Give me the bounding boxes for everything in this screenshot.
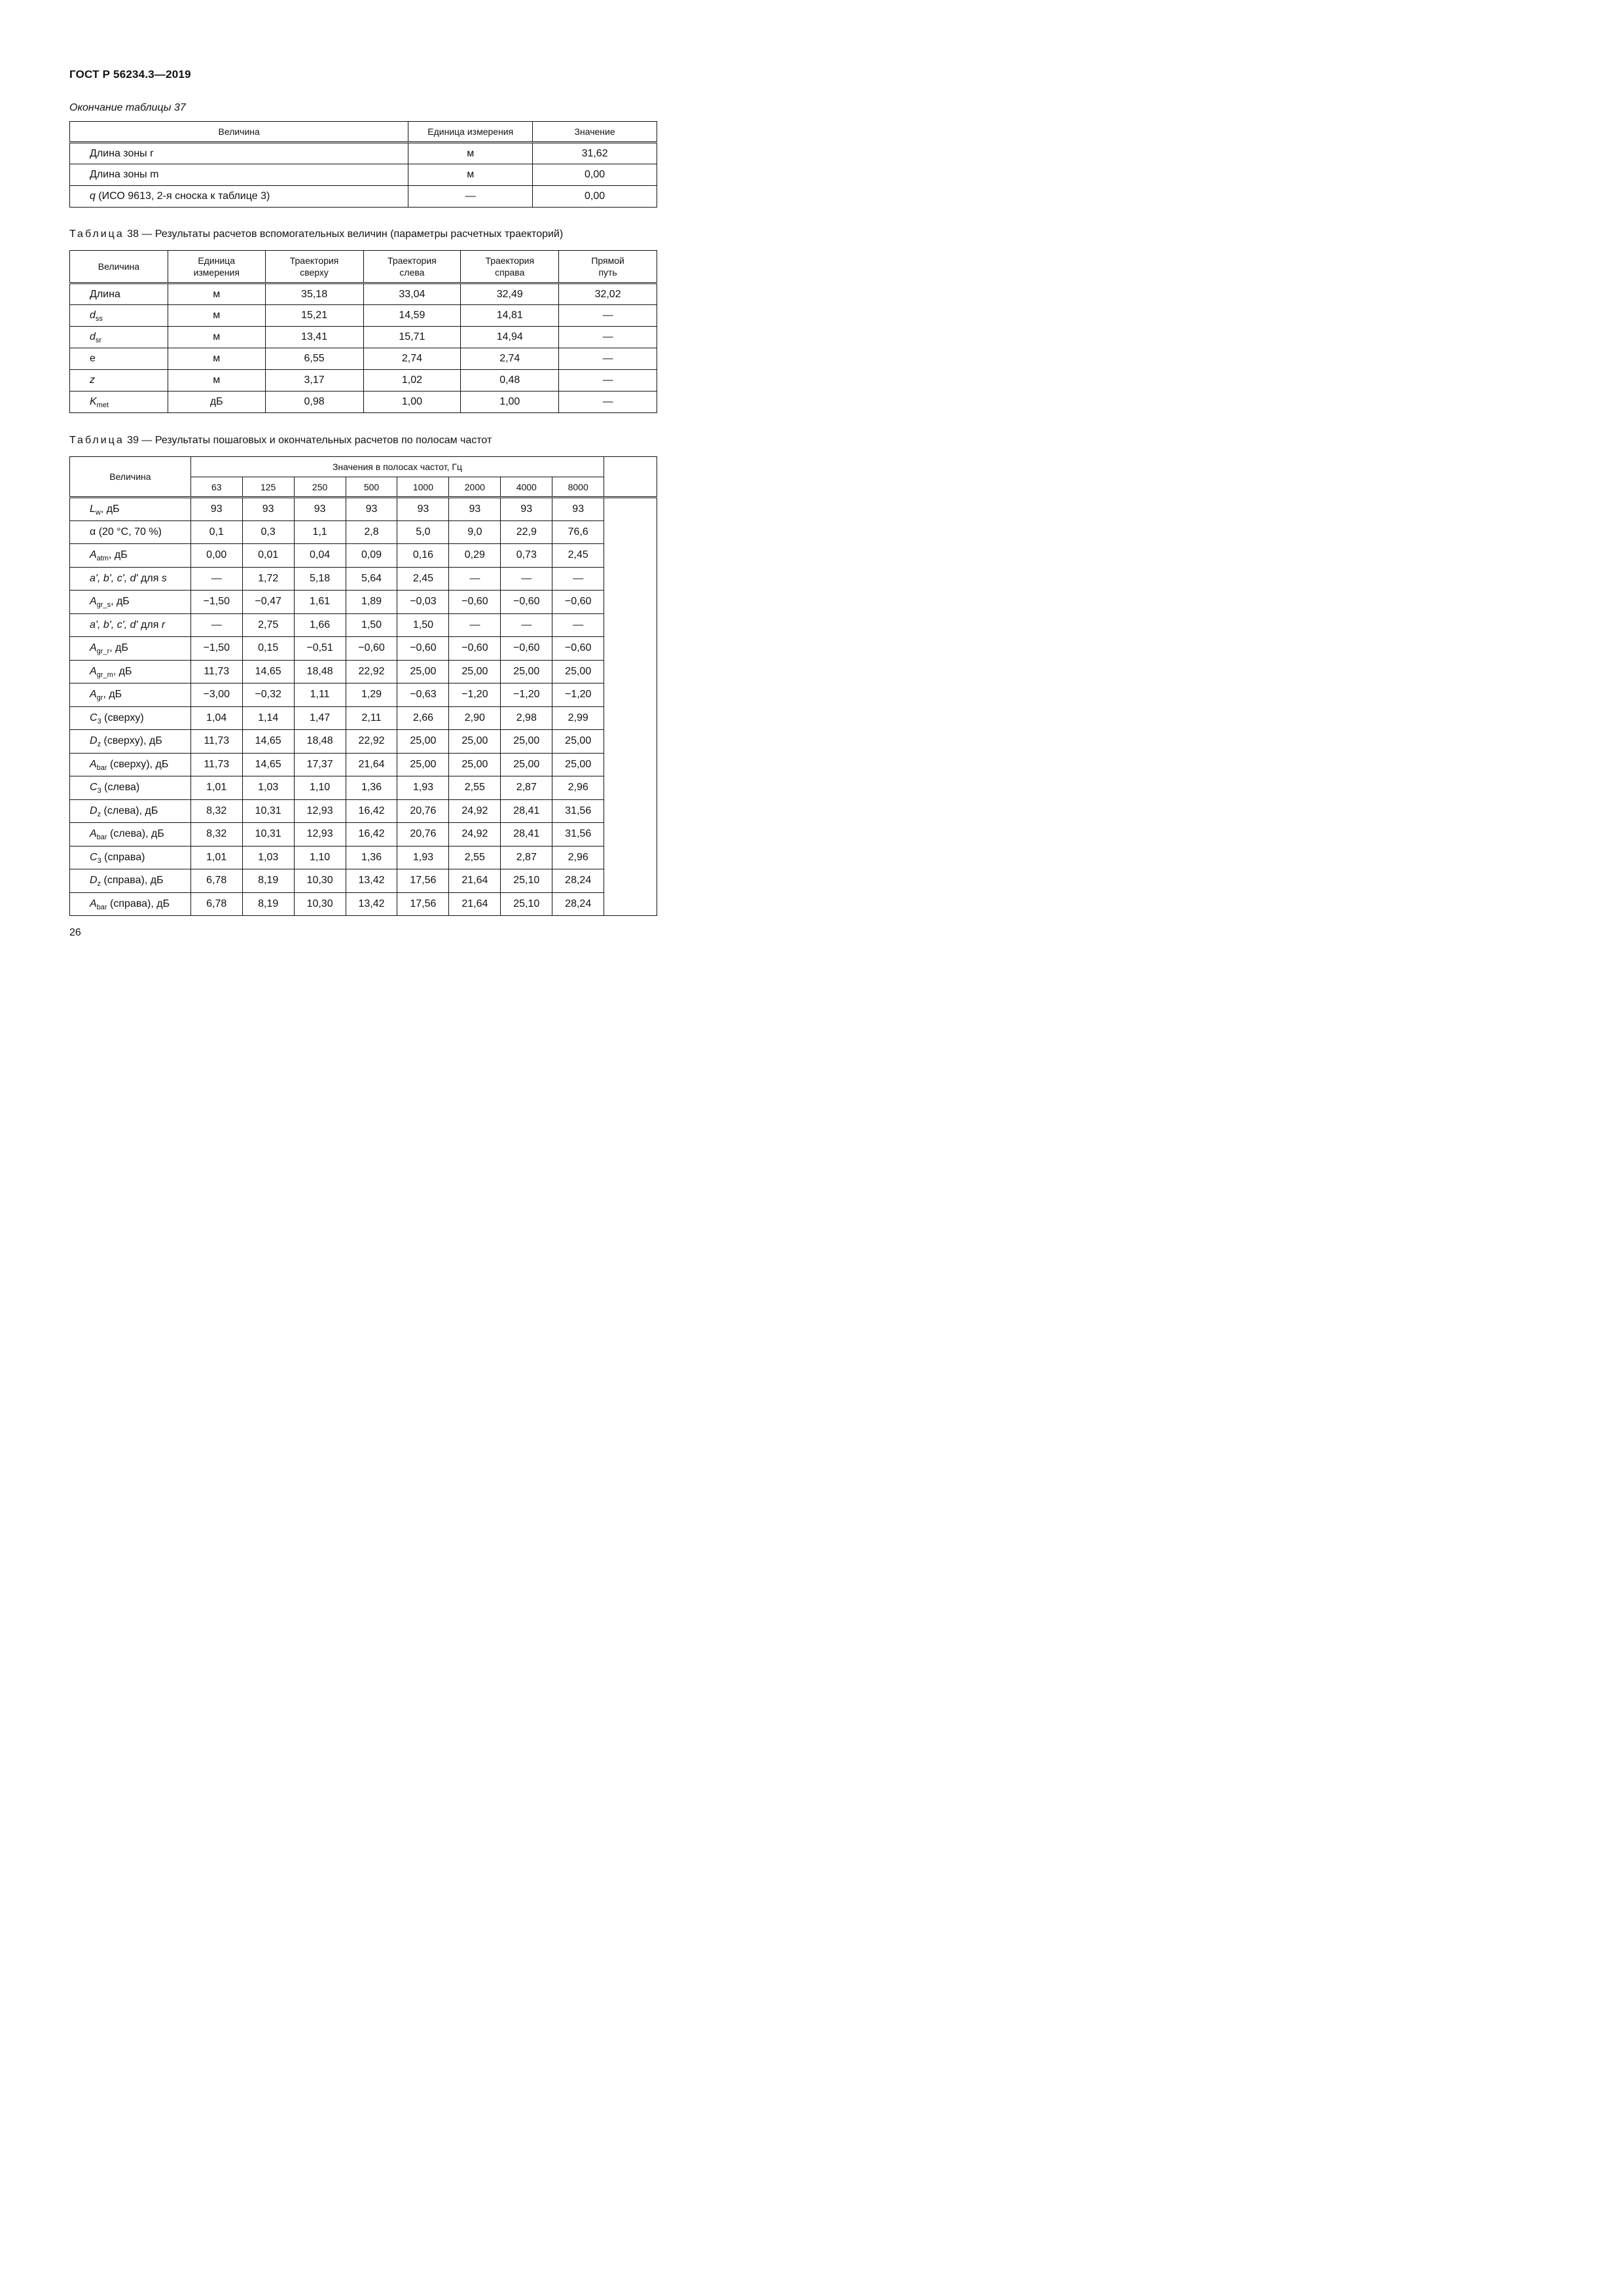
row-name: $A_{gr\_s}$, дБ [70,591,191,614]
row-value: 93 [449,498,501,521]
row-name: $D_z$ (справа), дБ [70,869,191,893]
row-value: 12,93 [294,799,346,823]
row-value: −0,60 [346,637,397,661]
row-value: 1,02 [363,370,461,392]
row-value: 25,00 [397,753,449,776]
row-value: 32,02 [559,283,657,305]
row-name: $A_{gr}$, дБ [70,683,191,707]
row-value: 0,00 [190,544,242,568]
row-value: 9,0 [449,520,501,544]
table-row [70,799,657,823]
row-value: 0,00 [533,164,657,186]
row-name: α (20 °C, 70 %) [70,520,191,544]
header-quantity: Величина [70,457,191,498]
row-value: 16,42 [346,799,397,823]
row-name: Длина [70,283,168,305]
row-value: — [559,348,657,370]
row-value: — [501,567,552,591]
table-row [70,283,657,305]
row-value: 13,42 [346,892,397,916]
row-value: 11,73 [190,753,242,776]
table-header-row [70,251,657,283]
row-value: 1,14 [242,706,294,730]
row-value: 25,10 [501,869,552,893]
empty-column [604,498,657,916]
row-value: −0,60 [501,637,552,661]
table-row [70,753,657,776]
table-row [70,892,657,916]
row-value: 25,00 [501,660,552,683]
row-value: 24,92 [449,799,501,823]
row-value: 25,00 [397,660,449,683]
row-value: 0,48 [461,370,559,392]
row-value: 28,24 [552,892,604,916]
row-value: 11,73 [190,730,242,754]
row-value: 25,00 [449,730,501,754]
row-value: 14,94 [461,327,559,348]
header-frequency: 250 [294,477,346,498]
row-value: 0,01 [242,544,294,568]
row-name: q (ИСО 9613, 2-я сноска к таблице 3) [70,186,408,208]
row-name: a', b', c', d' для s [70,567,191,591]
row-value: 1,93 [397,846,449,869]
row-value: 1,36 [346,846,397,869]
row-name: e [70,348,168,370]
row-unit: м [168,283,265,305]
row-name: $C_3$ (справа) [70,846,191,869]
row-value: 1,93 [397,776,449,800]
page-number: 26 [69,927,81,938]
row-value: 2,87 [501,776,552,800]
row-value: 14,59 [363,305,461,327]
row-value: 93 [242,498,294,521]
row-value: 21,64 [346,753,397,776]
row-value: 12,93 [294,823,346,847]
row-name: $K_{met}$ [70,392,168,413]
row-name: $A_{atm}$, дБ [70,544,191,568]
row-value: — [559,370,657,392]
row-value: 0,16 [397,544,449,568]
row-value: 93 [397,498,449,521]
row-value: 5,18 [294,567,346,591]
row-value: 2,45 [397,567,449,591]
row-name: $L_w$, дБ [70,498,191,521]
row-value: 33,04 [363,283,461,305]
table-37-continuation-caption: Окончание таблицы 37 [69,102,186,113]
row-value: 14,65 [242,753,294,776]
table-row [70,143,657,164]
row-value: 0,15 [242,637,294,661]
row-name: $d_{sr}$ [70,327,168,348]
header-frequency-bands: Значения в полосах частот, Гц [190,457,604,477]
row-value: — [559,305,657,327]
row-value: 11,73 [190,660,242,683]
row-value: 0,00 [533,186,657,208]
row-value: 28,41 [501,799,552,823]
row-value: 32,49 [461,283,559,305]
table-38 [69,250,657,413]
row-value: 2,99 [552,706,604,730]
row-value: 1,50 [397,613,449,637]
row-name: Длина зоны m [70,164,408,186]
row-value: 1,00 [363,392,461,413]
table-row [70,544,657,568]
row-value: 25,00 [501,753,552,776]
row-value: 0,09 [346,544,397,568]
row-value: 15,71 [363,327,461,348]
table-row [70,730,657,754]
table-row [70,591,657,614]
row-name: $A_{bar}$ (справа), дБ [70,892,191,916]
row-value: 14,65 [242,730,294,754]
row-value: 17,56 [397,869,449,893]
row-value: −1,20 [449,683,501,707]
row-value: 8,19 [242,892,294,916]
row-value: 22,9 [501,520,552,544]
row-value: 0,3 [242,520,294,544]
row-value: 31,56 [552,799,604,823]
row-value: 93 [501,498,552,521]
table-row [70,164,657,186]
row-value: −0,60 [552,637,604,661]
row-value: 93 [190,498,242,521]
row-value: 0,04 [294,544,346,568]
row-value: 20,76 [397,799,449,823]
row-value: 35,18 [265,283,363,305]
row-unit: м [168,327,265,348]
row-value: — [449,613,501,637]
row-value: 1,04 [190,706,242,730]
row-value: 18,48 [294,730,346,754]
row-unit: м [408,164,533,186]
row-value: 0,98 [265,392,363,413]
row-name: $D_z$ (сверху), дБ [70,730,191,754]
header-frequency: 2000 [449,477,501,498]
row-unit: м [168,305,265,327]
row-value: — [190,613,242,637]
row-value: 13,41 [265,327,363,348]
row-value: 8,19 [242,869,294,893]
row-value: 0,1 [190,520,242,544]
row-value: 13,42 [346,869,397,893]
row-value: 76,6 [552,520,604,544]
header-value: Значение [533,122,657,143]
row-value: 10,30 [294,892,346,916]
row-value: 2,74 [461,348,559,370]
row-value: 31,56 [552,823,604,847]
row-value: 2,8 [346,520,397,544]
row-value: −1,50 [190,637,242,661]
row-value: — [501,613,552,637]
row-value: 8,32 [190,823,242,847]
row-value: −1,20 [552,683,604,707]
row-value: 0,73 [501,544,552,568]
header-frequency: 1000 [397,477,449,498]
row-value: 17,56 [397,892,449,916]
row-name: $A_{gr\_m}$, дБ [70,660,191,683]
table-38-caption: Таблица 38 — Результаты расчетов вспомогательных величин (параметры расчетных траекторий) [69,228,564,240]
row-unit: м [408,143,533,164]
row-name: $A_{bar}$ (слева), дБ [70,823,191,847]
row-value: 5,0 [397,520,449,544]
row-value: 20,76 [397,823,449,847]
header-frequency: 500 [346,477,397,498]
row-value: 0,29 [449,544,501,568]
row-value: 93 [294,498,346,521]
row-value: 1,29 [346,683,397,707]
table-39 [69,456,657,916]
table-row [70,613,657,637]
table-row [70,869,657,893]
row-value: 1,66 [294,613,346,637]
row-value: 2,98 [501,706,552,730]
row-value: 2,66 [397,706,449,730]
row-value: 1,10 [294,776,346,800]
table-37 [69,121,657,208]
row-unit: м [168,348,265,370]
row-value: 93 [552,498,604,521]
table-row [70,392,657,413]
row-name: $C_3$ (сверху) [70,706,191,730]
row-value: 1,03 [242,776,294,800]
row-value: 25,00 [552,753,604,776]
row-value: −1,50 [190,591,242,614]
header-frequency: 4000 [501,477,552,498]
row-value: 1,72 [242,567,294,591]
row-value: 2,45 [552,544,604,568]
row-value: 22,92 [346,730,397,754]
row-value: — [552,613,604,637]
row-unit: — [408,186,533,208]
row-value: 10,30 [294,869,346,893]
row-value: 10,31 [242,823,294,847]
row-value: 25,10 [501,892,552,916]
row-value: 8,32 [190,799,242,823]
table-39-caption: Таблица 39 — Результаты пошаговых и окончательных расчетов по полосам частот [69,435,492,446]
row-value: 1,36 [346,776,397,800]
row-value: 10,31 [242,799,294,823]
row-value: 1,00 [461,392,559,413]
row-value: 18,48 [294,660,346,683]
row-value: −0,51 [294,637,346,661]
table-header-row [70,457,657,477]
header-path-top: Траектория сверху [265,251,363,283]
row-value: 25,00 [449,660,501,683]
row-value: 1,1 [294,520,346,544]
row-value: −0,60 [501,591,552,614]
table-row [70,683,657,707]
header-quantity: Величина [70,122,408,143]
header-empty-cell [604,457,657,498]
row-unit: дБ [168,392,265,413]
row-value: 6,78 [190,892,242,916]
header-direct-path: Прямой путь [559,251,657,283]
row-value: 2,74 [363,348,461,370]
row-value: 16,42 [346,823,397,847]
header-path-left: Траектория слева [363,251,461,283]
row-name: $D_z$ (слева), дБ [70,799,191,823]
header-frequency: 63 [190,477,242,498]
row-value: 17,37 [294,753,346,776]
row-value: 24,92 [449,823,501,847]
row-value: — [552,567,604,591]
table-row [70,567,657,591]
row-name: $A_{bar}$ (сверху), дБ [70,753,191,776]
row-value: 1,61 [294,591,346,614]
row-value: 25,00 [552,730,604,754]
table-row [70,846,657,869]
row-value: 31,62 [533,143,657,164]
row-value: −0,60 [552,591,604,614]
row-value: 25,00 [449,753,501,776]
header-unit: Единица измерения [408,122,533,143]
table-row [70,370,657,392]
row-value: 28,41 [501,823,552,847]
row-value: 2,11 [346,706,397,730]
row-value: 2,55 [449,776,501,800]
row-value: 14,81 [461,305,559,327]
row-name: $C_3$ (слева) [70,776,191,800]
row-value: 28,24 [552,869,604,893]
table-row [70,776,657,800]
row-value: 25,00 [397,730,449,754]
row-value: 6,78 [190,869,242,893]
table-row [70,823,657,847]
document-code: ГОСТ Р 56234.3—2019 [69,68,191,81]
row-value: 1,89 [346,591,397,614]
row-name: z [70,370,168,392]
row-value: −3,00 [190,683,242,707]
row-value: 2,90 [449,706,501,730]
header-frequency: 8000 [552,477,604,498]
row-value: — [449,567,501,591]
table-row [70,348,657,370]
row-value: 21,64 [449,892,501,916]
row-value: −0,60 [449,591,501,614]
row-value: 22,92 [346,660,397,683]
row-value: 2,75 [242,613,294,637]
row-name: $d_{ss}$ [70,305,168,327]
row-value: 2,55 [449,846,501,869]
row-name: a', b', c', d' для r [70,613,191,637]
row-value: 25,00 [552,660,604,683]
row-value: −1,20 [501,683,552,707]
table-row [70,327,657,348]
header-unit: Единица измерения [168,251,265,283]
row-name: Длина зоны r [70,143,408,164]
table-row [70,637,657,661]
row-value: 15,21 [265,305,363,327]
row-value: 2,87 [501,846,552,869]
row-value: 1,01 [190,776,242,800]
row-value: 2,96 [552,776,604,800]
row-value: −0,32 [242,683,294,707]
row-value: 3,17 [265,370,363,392]
table-row [70,706,657,730]
row-value: 21,64 [449,869,501,893]
table-row [70,305,657,327]
table-row [70,520,657,544]
row-value: — [559,392,657,413]
row-value: 1,03 [242,846,294,869]
row-value: 1,10 [294,846,346,869]
row-value: 1,47 [294,706,346,730]
row-value: 5,64 [346,567,397,591]
row-value: 1,50 [346,613,397,637]
table-row [70,660,657,683]
row-value: 6,55 [265,348,363,370]
table-row [70,498,657,521]
row-value: — [190,567,242,591]
row-name: $A_{gr\_r}$, дБ [70,637,191,661]
row-value: 1,01 [190,846,242,869]
row-value: −0,60 [449,637,501,661]
row-value: −0,60 [397,637,449,661]
row-value: −0,47 [242,591,294,614]
row-value: 93 [346,498,397,521]
table-header-row [70,122,657,143]
header-path-right: Траектория справа [461,251,559,283]
row-value: −0,63 [397,683,449,707]
row-value: 25,00 [501,730,552,754]
row-unit: м [168,370,265,392]
row-value: — [559,327,657,348]
header-frequency: 125 [242,477,294,498]
header-quantity: Величина [70,251,168,283]
row-value: 14,65 [242,660,294,683]
row-value: −0,03 [397,591,449,614]
row-value: 2,96 [552,846,604,869]
table-row [70,186,657,208]
row-value: 1,11 [294,683,346,707]
